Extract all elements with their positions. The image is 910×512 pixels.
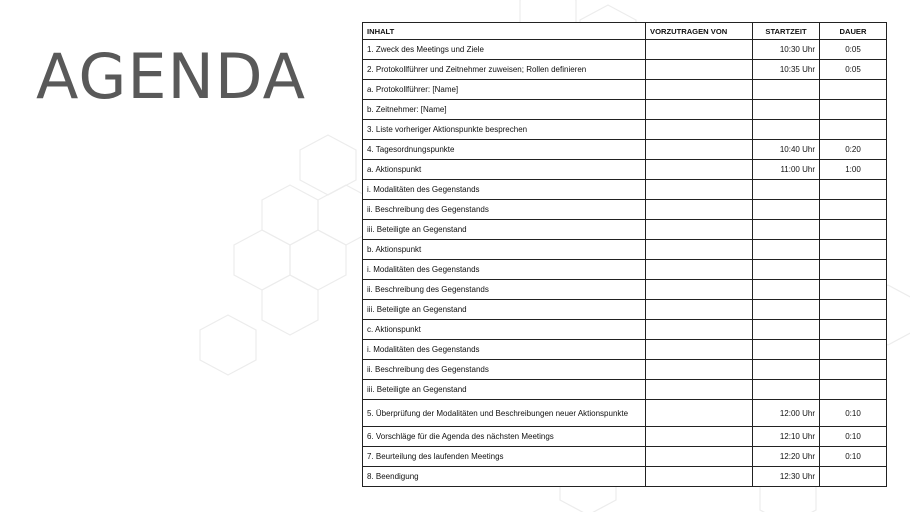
table-row bbox=[363, 467, 887, 487]
start-time-cell bbox=[753, 240, 820, 260]
presenter-cell bbox=[646, 220, 753, 240]
page-title: AGENDA bbox=[36, 40, 306, 113]
duration-cell bbox=[820, 280, 887, 300]
table-row bbox=[363, 240, 887, 260]
duration-cell bbox=[820, 200, 887, 220]
duration-cell bbox=[820, 360, 887, 380]
agenda-item-cell: 1. Zweck des Meetings und Ziele bbox=[363, 40, 646, 60]
presenter-cell bbox=[646, 300, 753, 320]
start-time-cell bbox=[753, 80, 820, 100]
presenter-cell bbox=[646, 260, 753, 280]
presenter-cell bbox=[646, 360, 753, 380]
agenda-item-cell: 7. Beurteilung des laufenden Meetings bbox=[363, 447, 646, 467]
table-row bbox=[363, 300, 887, 320]
presenter-cell bbox=[646, 340, 753, 360]
presenter-cell bbox=[646, 100, 753, 120]
duration-cell bbox=[820, 100, 887, 120]
start-time-cell: 10:35 Uhr bbox=[753, 60, 820, 80]
agenda-table bbox=[362, 22, 887, 487]
duration-cell bbox=[820, 300, 887, 320]
duration-cell: 0:10 bbox=[820, 427, 887, 447]
start-time-cell: 10:30 Uhr bbox=[753, 40, 820, 60]
table-row bbox=[363, 380, 887, 400]
start-time-cell bbox=[753, 260, 820, 280]
agenda-item-cell: 6. Vorschläge für die Agenda des nächsten Meetings bbox=[363, 427, 646, 447]
header-presenter: VORZUTRAGEN VON bbox=[646, 23, 753, 40]
table-row bbox=[363, 40, 887, 60]
start-time-cell: 11:00 Uhr bbox=[753, 160, 820, 180]
presenter-cell bbox=[646, 140, 753, 160]
start-time-cell: 12:30 Uhr bbox=[753, 467, 820, 487]
duration-cell: 1:00 bbox=[820, 160, 887, 180]
agenda-item-cell: a. Aktionspunkt bbox=[363, 160, 646, 180]
table-row bbox=[363, 280, 887, 300]
duration-cell bbox=[820, 467, 887, 487]
duration-cell bbox=[820, 320, 887, 340]
duration-cell: 0:05 bbox=[820, 40, 887, 60]
duration-cell: 0:05 bbox=[820, 60, 887, 80]
presenter-cell bbox=[646, 200, 753, 220]
presenter-cell bbox=[646, 427, 753, 447]
table-row bbox=[363, 180, 887, 200]
agenda-item-cell: ii. Beschreibung des Gegenstands bbox=[363, 200, 646, 220]
duration-cell: 0:20 bbox=[820, 140, 887, 160]
duration-cell bbox=[820, 260, 887, 280]
start-time-cell bbox=[753, 380, 820, 400]
agenda-item-cell: i. Modalitäten des Gegenstands bbox=[363, 260, 646, 280]
start-time-cell: 12:00 Uhr bbox=[753, 400, 820, 427]
agenda-item-cell: 2. Protokollführer und Zeitnehmer zuweisen; Rollen definieren bbox=[363, 60, 646, 80]
agenda-item-cell: i. Modalitäten des Gegenstands bbox=[363, 180, 646, 200]
presenter-cell bbox=[646, 380, 753, 400]
duration-cell: 0:10 bbox=[820, 447, 887, 467]
start-time-cell bbox=[753, 180, 820, 200]
agenda-item-cell: i. Modalitäten des Gegenstands bbox=[363, 340, 646, 360]
table-row bbox=[363, 120, 887, 140]
agenda-item-cell: c. Aktionspunkt bbox=[363, 320, 646, 340]
presenter-cell bbox=[646, 400, 753, 427]
start-time-cell bbox=[753, 300, 820, 320]
table-row bbox=[363, 140, 887, 160]
header-duration: DAUER bbox=[820, 23, 887, 40]
agenda-item-cell: 4. Tagesordnungspunkte bbox=[363, 140, 646, 160]
agenda-item-cell: ii. Beschreibung des Gegenstands bbox=[363, 360, 646, 380]
table-row bbox=[363, 320, 887, 340]
agenda-item-cell: b. Aktionspunkt bbox=[363, 240, 646, 260]
presenter-cell bbox=[646, 467, 753, 487]
table-row bbox=[363, 220, 887, 240]
agenda-item-cell: a. Protokollführer: [Name] bbox=[363, 80, 646, 100]
presenter-cell bbox=[646, 240, 753, 260]
start-time-cell bbox=[753, 320, 820, 340]
table-row bbox=[363, 200, 887, 220]
table-row bbox=[363, 360, 887, 380]
duration-cell bbox=[820, 380, 887, 400]
start-time-cell bbox=[753, 220, 820, 240]
table-row bbox=[363, 447, 887, 467]
presenter-cell bbox=[646, 280, 753, 300]
table-row bbox=[363, 340, 887, 360]
agenda-item-cell: iii. Beteiligte an Gegenstand bbox=[363, 220, 646, 240]
duration-cell bbox=[820, 80, 887, 100]
duration-cell bbox=[820, 120, 887, 140]
agenda-item-cell: 5. Überprüfung der Modalitäten und Beschreibungen neuer Aktionspunkte bbox=[363, 400, 646, 427]
start-time-cell bbox=[753, 120, 820, 140]
agenda-item-cell: iii. Beteiligte an Gegenstand bbox=[363, 380, 646, 400]
presenter-cell bbox=[646, 160, 753, 180]
duration-cell bbox=[820, 180, 887, 200]
agenda-item-cell: ii. Beschreibung des Gegenstands bbox=[363, 280, 646, 300]
table-row bbox=[363, 427, 887, 447]
start-time-cell bbox=[753, 340, 820, 360]
table-row bbox=[363, 80, 887, 100]
presenter-cell bbox=[646, 40, 753, 60]
start-time-cell: 12:20 Uhr bbox=[753, 447, 820, 467]
header-start-time: STARTZEIT bbox=[753, 23, 820, 40]
agenda-item-cell: 3. Liste vorheriger Aktionspunkte besprechen bbox=[363, 120, 646, 140]
table-row bbox=[363, 60, 887, 80]
header-content: INHALT bbox=[363, 23, 646, 40]
presenter-cell bbox=[646, 120, 753, 140]
presenter-cell bbox=[646, 447, 753, 467]
table-row bbox=[363, 400, 887, 427]
table-row bbox=[363, 160, 887, 180]
agenda-item-cell: 8. Beendigung bbox=[363, 467, 646, 487]
duration-cell bbox=[820, 340, 887, 360]
table-row bbox=[363, 260, 887, 280]
presenter-cell bbox=[646, 60, 753, 80]
table-header-row bbox=[363, 23, 887, 40]
start-time-cell bbox=[753, 280, 820, 300]
duration-cell bbox=[820, 220, 887, 240]
start-time-cell: 12:10 Uhr bbox=[753, 427, 820, 447]
agenda-item-cell: b. Zeitnehmer: [Name] bbox=[363, 100, 646, 120]
table-row bbox=[363, 100, 887, 120]
start-time-cell bbox=[753, 200, 820, 220]
duration-cell: 0:10 bbox=[820, 400, 887, 427]
presenter-cell bbox=[646, 180, 753, 200]
duration-cell bbox=[820, 240, 887, 260]
agenda-item-cell: iii. Beteiligte an Gegenstand bbox=[363, 300, 646, 320]
start-time-cell: 10:40 Uhr bbox=[753, 140, 820, 160]
presenter-cell bbox=[646, 320, 753, 340]
start-time-cell bbox=[753, 100, 820, 120]
start-time-cell bbox=[753, 360, 820, 380]
presenter-cell bbox=[646, 80, 753, 100]
